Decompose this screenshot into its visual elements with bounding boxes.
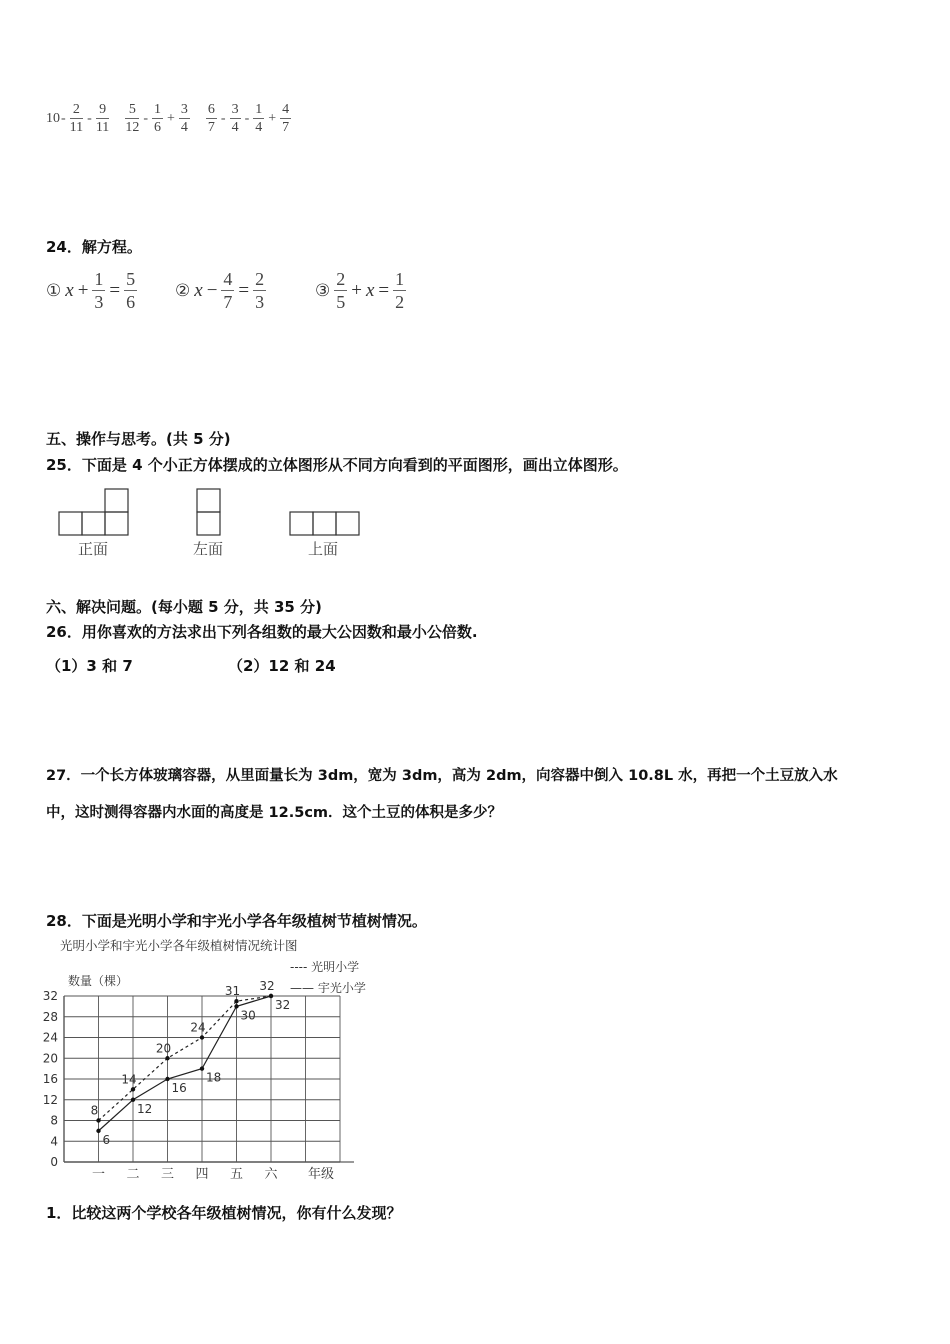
left-view [197, 489, 220, 535]
front-view [59, 489, 128, 535]
data-point [200, 1066, 204, 1070]
data-point [96, 1129, 100, 1133]
data-label: 31 [224, 984, 241, 999]
expression-fraction: $\frac{3}{4}$ [180, 102, 188, 135]
eq1-frac-2: $\frac{5}{6}$ [126, 269, 136, 312]
data-point [165, 1056, 169, 1060]
chart-title: 光明小学和宇光小学各年级植树情况统计图 [60, 938, 298, 953]
x-tick-label: 一 [91, 1167, 106, 1182]
data-point [96, 1118, 100, 1122]
expression-fraction: $\frac{3}{4}$ [231, 102, 239, 135]
y-tick-label: 0 [50, 1155, 58, 1169]
data-label: 14 [121, 1072, 137, 1087]
y-tick-label: 28 [42, 1009, 58, 1024]
question-26-title: 26．用你喜欢的方法求出下列各组数的最大公因数和最小公倍数. [46, 623, 478, 641]
eq3-frac-1: $\frac{2}{5}$ [336, 269, 346, 312]
y-tick-label: 4 [50, 1134, 58, 1149]
eq3-x: x [365, 279, 375, 301]
legend-guangming: ---- 光明小学 [290, 960, 360, 974]
equation-2 [175, 268, 270, 313]
x-tick-label: 六 [264, 1167, 278, 1182]
data-point [269, 994, 273, 998]
eq1-frac-1: $\frac{1}{3}$ [94, 269, 104, 312]
y-tick-label: 24 [42, 1030, 58, 1045]
eq2-frac-2: $\frac{2}{3}$ [255, 269, 265, 312]
expression-fraction: $\frac{2}{11}$ [69, 102, 84, 135]
fraction-expression [46, 101, 294, 136]
expression-fraction: $\frac{1}{4}$ [255, 102, 263, 135]
front-view-label: 正面 [78, 540, 109, 558]
legend-yuguang: —— 宇光小学 [290, 981, 366, 995]
x-tick-label: 四 [195, 1167, 209, 1182]
question-24-title: 24．解方程。 [46, 238, 142, 256]
question-26-part-1: （1）3 和 7 [46, 657, 133, 675]
y-tick-label: 20 [42, 1051, 58, 1066]
expression-fraction: $\frac{6}{7}$ [207, 102, 215, 135]
eq3-mark: ③ [315, 280, 331, 300]
data-point [234, 1004, 238, 1008]
expression-operator: + [268, 110, 277, 126]
data-label: 24 [190, 1020, 206, 1035]
data-point [200, 1035, 204, 1039]
expression-fraction: $\frac{1}{6}$ [153, 102, 161, 135]
expression-fraction: $\frac{9}{11}$ [95, 102, 110, 135]
eq2-equals: = [238, 279, 250, 301]
data-point [131, 1087, 135, 1091]
section-6-title: 六、解决问题。(每小题 5 分，共 35 分) [46, 598, 322, 616]
expression-operator: - [61, 110, 66, 126]
data-label: 8 [90, 1103, 99, 1118]
y-tick-label: 16 [42, 1072, 58, 1086]
eq3-frac-2: $\frac{1}{2}$ [395, 269, 405, 312]
y-tick-label: 12 [42, 1092, 58, 1107]
eq3-equals: = [378, 279, 390, 301]
eq1-mark: ① [46, 280, 62, 300]
expression-lead: 10 [46, 110, 60, 126]
eq3-op: + [351, 279, 362, 301]
data-label: 18 [206, 1070, 222, 1085]
tree-planting-line-chart [40, 934, 400, 1184]
data-label: 32 [259, 979, 275, 993]
x-tick-label: 二 [126, 1167, 140, 1182]
y-tick-label: 8 [50, 1113, 58, 1128]
section-5-title: 五、操作与思考。(共 5 分) [46, 430, 231, 448]
data-label: 16 [171, 1081, 187, 1095]
data-point [165, 1077, 169, 1081]
expression-operator: - [143, 110, 148, 126]
x-tick-label: 三 [160, 1167, 175, 1182]
question-28-title: 28．下面是光明小学和宇光小学各年级植树节植树情况。 [46, 912, 427, 930]
data-point [131, 1098, 135, 1102]
data-label: 20 [155, 1041, 172, 1056]
data-point [234, 999, 238, 1003]
question-27-line-2: 中，这时测得容器内水面的高度是 12.5cm．这个土豆的体积是多少？ [46, 805, 503, 821]
left-view-label: 左面 [193, 540, 224, 558]
x-tick-label: 五 [229, 1167, 244, 1182]
eq1-equals: = [109, 279, 121, 301]
question-25-title: 25．下面是 4 个小正方体摆成的立体图形从不同方向看到的平面图形，画出立体图形。 [46, 456, 628, 474]
question-28-sub-1: 1．比较这两个学校各年级植树情况，你有什么发现？ [46, 1204, 402, 1222]
eq2-mark: ② [175, 280, 191, 300]
top-view [290, 512, 359, 535]
eq1-op: + [77, 279, 89, 301]
eq2-frac-1: $\frac{4}{7}$ [223, 269, 233, 312]
expression-fraction: $\frac{4}{7}$ [282, 102, 290, 135]
question-26-part-2: （2）12 和 24 [228, 657, 336, 675]
question-27-line-1: 27．一个长方体玻璃容器，从里面量长为 3dm，宽为 3dm，高为 2dm，向容器中倒入 10.8L 水，再把一个土豆放入水 [46, 768, 838, 784]
eq2-x: x [194, 279, 203, 301]
top-view-label: 上面 [308, 540, 339, 558]
eq1-x: x [65, 279, 74, 301]
data-label: 30 [240, 1008, 256, 1023]
chart-xlabel: 年级 [308, 1167, 335, 1182]
eq2-op: − [206, 279, 218, 301]
expression-operator: + [166, 110, 175, 126]
expression-operator: - [244, 110, 250, 126]
chart-ylabel: 数量（棵） [68, 974, 129, 988]
expression-fraction: $\frac{5}{12}$ [125, 102, 140, 135]
data-label: 32 [275, 998, 291, 1012]
equation-1 [46, 268, 141, 313]
expression-operator: - [87, 110, 92, 126]
data-label: 6 [102, 1132, 111, 1147]
y-tick-label: 32 [42, 989, 58, 1003]
expression-operator: - [220, 110, 226, 126]
equation-3 [315, 268, 410, 313]
data-label: 12 [137, 1101, 153, 1116]
